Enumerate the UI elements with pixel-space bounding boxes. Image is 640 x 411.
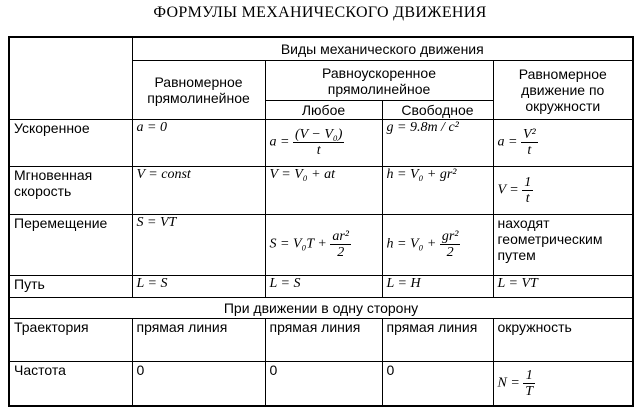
formula-lhs: a = xyxy=(497,134,518,150)
cell-freq-circle xyxy=(493,361,633,406)
header-uniform-line: Равномерное прямолинейное xyxy=(132,60,265,119)
denominator: t xyxy=(525,190,530,206)
cell-path-uniform: L = S xyxy=(132,276,265,297)
cell-vel-uniform: V = const xyxy=(132,166,265,214)
fraction xyxy=(293,127,345,158)
denominator: t xyxy=(316,143,321,159)
cell-path-any: L = S xyxy=(265,276,382,297)
cell-traj-any: прямая линия xyxy=(265,319,382,362)
cell-acc-circle xyxy=(493,119,633,166)
numerator: ar² xyxy=(332,229,350,245)
fraction xyxy=(330,229,351,260)
header-empty-cell xyxy=(9,37,132,119)
numerator: 1 xyxy=(524,174,532,190)
formula-lhs: a = xyxy=(269,134,290,150)
formula-lhs: h = V₀ + xyxy=(386,237,437,253)
row-label-path: Путь xyxy=(9,276,132,297)
row-label-acceleration: Ускоренное xyxy=(9,119,132,166)
cell-traj-circle: окружность xyxy=(493,319,633,362)
cell-disp-any xyxy=(265,214,382,276)
cell-traj-free: прямая линия xyxy=(382,319,493,362)
denominator: 2 xyxy=(337,245,345,261)
row-label-displacement: Перемещение xyxy=(9,214,132,276)
cell-vel-any: V = V₀ + at xyxy=(265,166,382,214)
row-label-trajectory: Траектория xyxy=(9,319,132,362)
cell-vel-free: h = V₀ + gr² xyxy=(382,166,493,214)
row-label-velocity: Мгновенная скорость xyxy=(9,166,132,214)
section-one-direction: При движении в одну сторону xyxy=(9,297,633,318)
table-row-trajectory xyxy=(9,319,633,362)
denominator: 2 xyxy=(446,245,454,261)
denominator: t xyxy=(527,143,532,159)
header-types: Виды механического движения xyxy=(132,37,633,60)
header-accel-line: Равноускоренное прямолинейное xyxy=(265,60,493,101)
cell-freq-uniform: 0 xyxy=(132,361,265,406)
table-row-one-direction xyxy=(9,297,633,318)
cell-acc-uniform: a = 0 xyxy=(132,119,265,166)
table-row-path xyxy=(9,276,633,297)
cell-path-circle: L = VT xyxy=(493,276,633,297)
formula-lhs: V = xyxy=(497,182,519,198)
fraction xyxy=(523,368,535,399)
cell-disp-uniform: S = VT xyxy=(132,214,265,276)
table-row-velocity xyxy=(9,166,633,214)
formula-table xyxy=(8,36,634,407)
numerator: (V − V₀) xyxy=(294,127,343,143)
fraction xyxy=(440,229,461,260)
formula-lhs: S = V₀T + xyxy=(269,237,327,253)
header-row-types xyxy=(9,37,633,60)
denominator: T xyxy=(525,383,534,399)
cell-acc-any xyxy=(265,119,382,166)
cell-freq-free: 0 xyxy=(382,361,493,406)
page-title: ФОРМУЛЫ МЕХАНИЧЕСКОГО ДВИЖЕНИЯ xyxy=(153,4,487,21)
cell-disp-circle: находят геометрическим путем xyxy=(493,214,633,276)
fraction xyxy=(521,127,538,158)
numerator: 1 xyxy=(523,368,535,384)
header-free: Свободное xyxy=(382,101,493,119)
formula-lhs: N = xyxy=(497,375,520,391)
cell-traj-uniform: прямая линия xyxy=(132,319,265,362)
numerator: V² xyxy=(522,127,536,143)
table-row-frequency xyxy=(9,361,633,406)
table-row-acceleration xyxy=(9,119,633,166)
cell-vel-circle xyxy=(493,166,633,214)
fraction xyxy=(522,175,533,206)
table-row-displacement xyxy=(9,214,633,276)
row-label-frequency: Частота xyxy=(9,361,132,406)
header-uniform-circle: Равномерное движение по окружности xyxy=(493,60,633,119)
cell-path-free: L = H xyxy=(382,276,493,297)
cell-acc-free: g = 9.8m / c² xyxy=(382,119,493,166)
numerator: gr² xyxy=(441,229,459,245)
cell-disp-free xyxy=(382,214,493,276)
cell-freq-any: 0 xyxy=(265,361,382,406)
header-any: Любое xyxy=(265,101,382,119)
